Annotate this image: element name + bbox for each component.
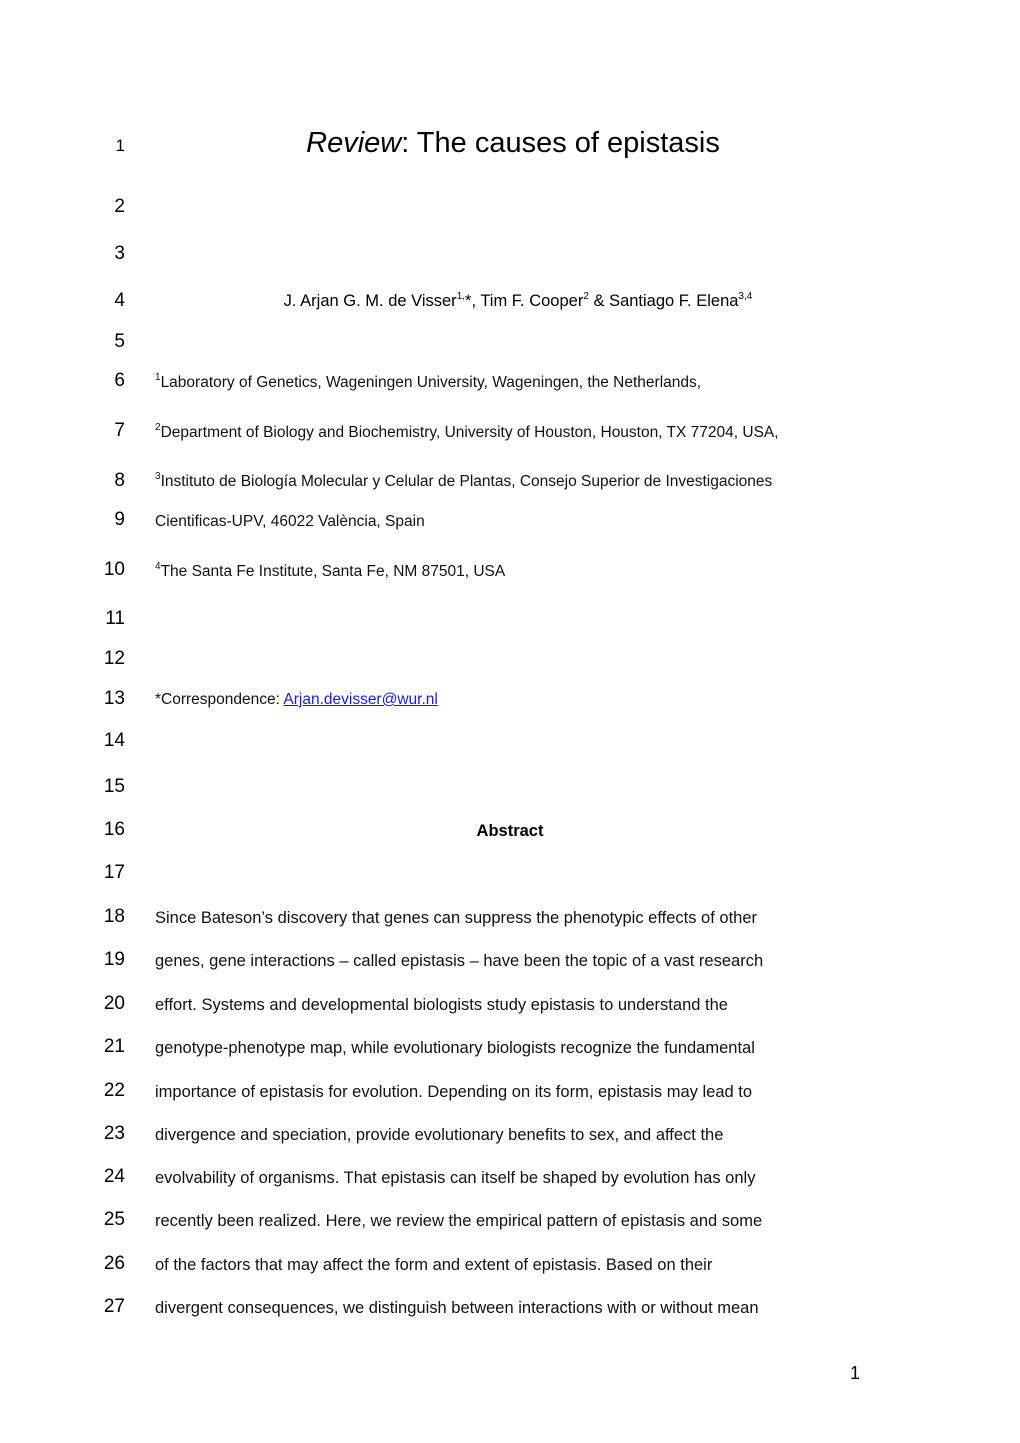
line-number: 13 bbox=[103, 688, 125, 709]
author-name: Tim F. Cooper bbox=[480, 292, 584, 310]
line-number: 18 bbox=[103, 906, 125, 927]
line-number: 10 bbox=[103, 559, 125, 580]
line-number: 26 bbox=[103, 1253, 125, 1274]
line-number: 6 bbox=[114, 370, 125, 391]
line-number: 11 bbox=[105, 608, 125, 629]
line-number: 23 bbox=[103, 1123, 125, 1144]
author-separator: & bbox=[588, 292, 610, 310]
line-number: 8 bbox=[114, 470, 125, 491]
paper-title bbox=[0, 126, 1020, 160]
affiliation-mark: 1 bbox=[155, 372, 161, 383]
affiliation-mark: 3 bbox=[155, 471, 161, 482]
line-number: 22 bbox=[103, 1080, 125, 1101]
abstract-line: divergence and speciation, provide evolutionary benefits to sex, and affect the bbox=[155, 1126, 724, 1144]
line-number: 5 bbox=[114, 331, 125, 352]
abstract-line: recently been realized. Here, we review the empirical pattern of epistasis and some bbox=[155, 1212, 763, 1230]
affiliation bbox=[155, 372, 701, 394]
author-affiliation-mark: 2 bbox=[583, 291, 589, 302]
affiliation bbox=[155, 561, 505, 583]
affiliation-text: Instituto de Biología Molecular y Celular de Plantas, Consejo Superior de Investigaciones bbox=[160, 473, 773, 490]
abstract-line: evolvability of organisms. That epistasis can itself be shaped by evolution has only bbox=[155, 1169, 756, 1187]
line-number: 14 bbox=[103, 730, 125, 751]
line-number: 15 bbox=[103, 776, 125, 797]
author-separator: *, bbox=[465, 292, 481, 310]
affiliation bbox=[155, 422, 779, 444]
page-number: 1 bbox=[849, 1363, 860, 1383]
line-number: 17 bbox=[103, 862, 125, 883]
affiliation-mark: 4 bbox=[155, 561, 161, 572]
affiliation bbox=[155, 471, 772, 493]
line-number: 12 bbox=[103, 648, 125, 669]
author-affiliation-mark: 3,4 bbox=[738, 291, 753, 302]
line-number: 19 bbox=[103, 949, 125, 970]
line-number: 21 bbox=[103, 1036, 125, 1057]
abstract-line: importance of epistasis for evolution. Depending on its form, epistasis may lead to bbox=[155, 1083, 753, 1101]
affiliation-text: Laboratory of Genetics, Wageningen University, Wageningen, the Netherlands, bbox=[160, 374, 702, 391]
correspondence-email-link[interactable]: Arjan.devisser@wur.nl bbox=[283, 691, 438, 708]
correspondence bbox=[155, 689, 438, 711]
line-number: 7 bbox=[114, 420, 125, 441]
line-number: 3 bbox=[114, 243, 125, 264]
author-affiliation-mark: 1, bbox=[456, 291, 466, 302]
line-number: 9 bbox=[114, 509, 125, 530]
line-number: 2 bbox=[114, 196, 125, 217]
line-number: 4 bbox=[114, 290, 125, 311]
correspondence-label: *Correspondence: bbox=[155, 691, 284, 708]
abstract-line: of the factors that may affect the form and extent of epistasis. Based on their bbox=[155, 1256, 713, 1274]
abstract-line: divergent consequences, we distinguish between interactions with or without mean bbox=[155, 1299, 759, 1317]
line-number: 16 bbox=[103, 819, 125, 840]
line-number: 20 bbox=[103, 993, 125, 1014]
abstract-line: genes, gene interactions – called epistasis – have been the topic of a vast research bbox=[155, 952, 764, 970]
affiliation-text: Department of Biology and Biochemistry, University of Houston, Houston, TX 77204, USA, bbox=[160, 424, 779, 441]
abstract-heading: Abstract bbox=[476, 822, 544, 840]
author-list bbox=[0, 290, 1020, 312]
abstract-line: Since Bateson’s discovery that genes can suppress the phenotypic effects of other bbox=[155, 909, 758, 927]
affiliation-continued bbox=[155, 511, 425, 533]
line-number: 1 bbox=[115, 136, 125, 155]
author-name: Santiago F. Elena bbox=[609, 292, 739, 310]
title-text: : The causes of epistasis bbox=[401, 127, 720, 159]
line-number: 27 bbox=[103, 1296, 125, 1317]
affiliation-mark: 2 bbox=[155, 422, 161, 433]
title-review-label: Review bbox=[306, 127, 402, 159]
abstract-line: genotype-phenotype map, while evolutionary biologists recognize the fundamental bbox=[155, 1039, 755, 1057]
abstract-line: effort. Systems and developmental biologists study epistasis to understand the bbox=[155, 996, 728, 1014]
line-number: 24 bbox=[103, 1166, 125, 1187]
affiliation-text: The Santa Fe Institute, Santa Fe, NM 87501, USA bbox=[160, 563, 506, 580]
line-number: 25 bbox=[103, 1209, 125, 1230]
author-name: J. Arjan G. M. de Visser bbox=[283, 292, 457, 310]
affiliation-text: Cientificas-UPV, 46022 València, Spain bbox=[155, 513, 425, 530]
